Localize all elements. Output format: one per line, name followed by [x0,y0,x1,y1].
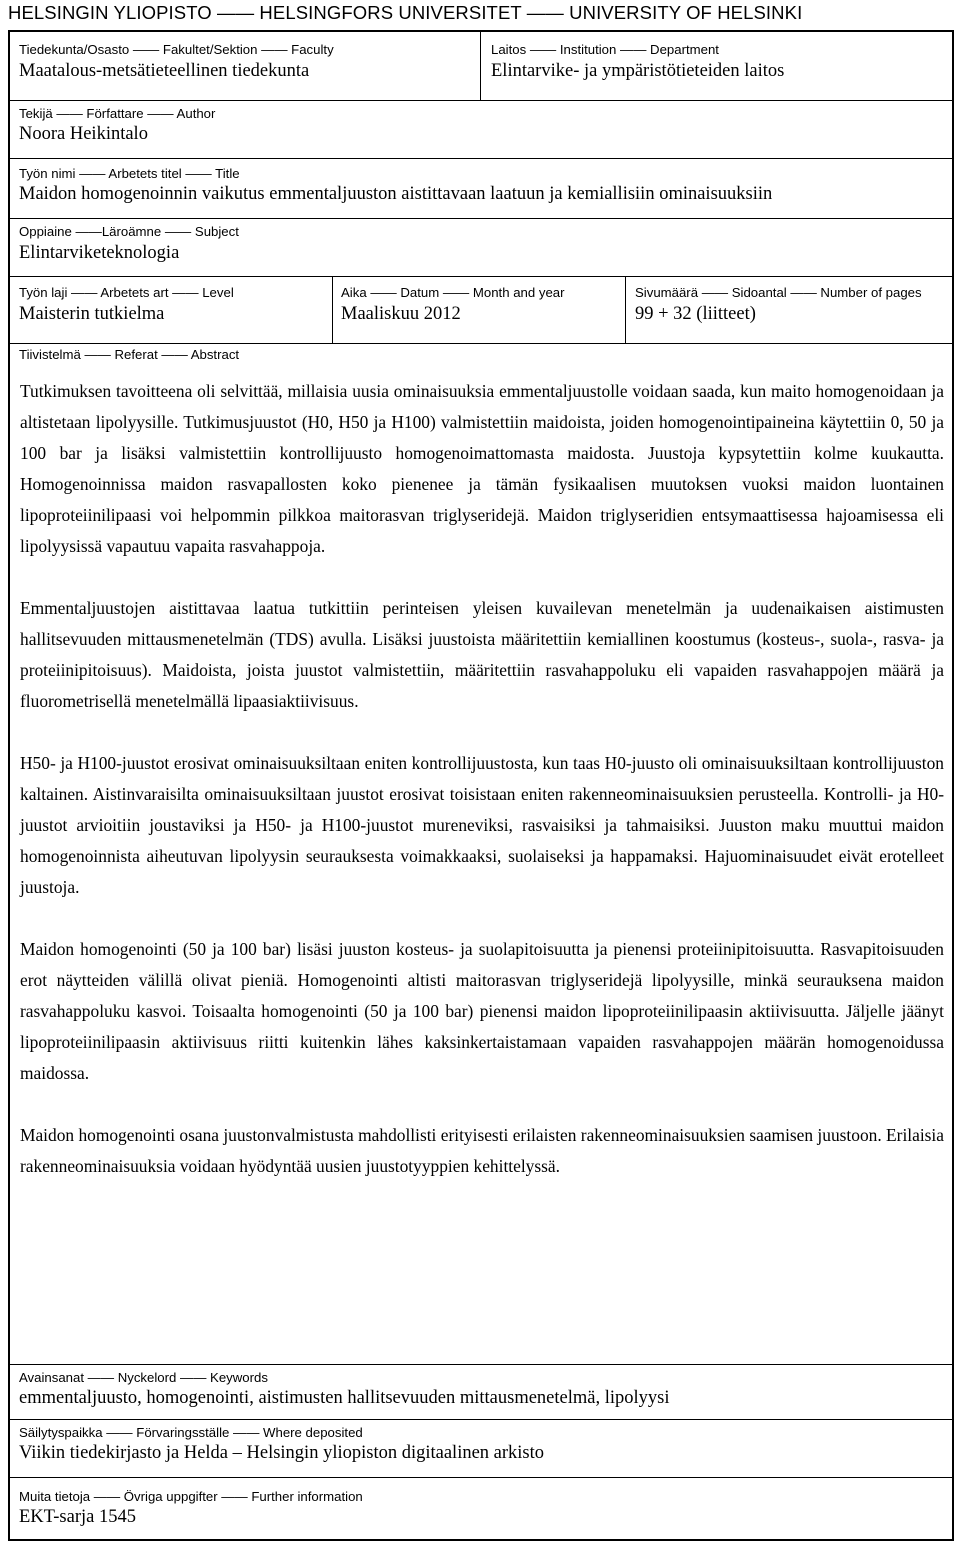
pages-cell [626,277,952,343]
level-date-pages-row [10,277,952,344]
subject-label: Oppiaine ——Läroämne —— Subject [19,224,239,239]
department-value: Elintarvike- ja ympäristötieteiden laitos [491,61,785,81]
author-row [10,101,952,159]
deposited-value: Viikin tiedekirjasto ja Helda – Helsingin yliopiston digitaalinen arkisto [19,1443,545,1463]
date-label: Aika —— Datum —— Month and year [341,285,565,300]
date-cell [333,277,626,343]
abstract-paragraph: Maidon homogenointi (50 ja 100 bar) lisäsi juuston kosteus- ja suolapitoisuutta ja pienensi proteiinipitoisuutta. Rasvapitoisuuden erot näytteiden välillä olivat pieniä. Homogenointi altisti maitorasvan triglyseridejä lipolyysille, minkä seurauksena maidon rasvahappoluku kasvoi. Toisaalta homogenointi (50 ja 100 bar) pienensi maidon lipoproteiinilipaasin aktiivisuutta. Jäljelle jäänyt lipoproteiinilipaasin aktiivisuus riitti kuitenkin lähes kaksinkertaistamaan vapaiden rasvahappojen määrän homogenoidussa maidossa. [20,939,944,1083]
abstract-paragraph: Maidon homogenointi osana juustonvalmistusta mahdollisti erityisesti erilaisten rakenneominaisuuksien saamisen juustoon. Erilaisia rakenneominaisuuksia voidaan hyödyntää uusien juustotyyppien kehittelyssä. [20,1125,944,1176]
faculty-cell [10,32,481,100]
abstract-body [20,376,944,1182]
faculty-department-row [10,32,952,101]
faculty-value: Maatalous-metsätieteellinen tiedekunta [19,61,310,81]
title-row [10,159,952,219]
further-row [10,1478,952,1539]
university-header: HELSINGIN YLIOPISTO —— HELSINGFORS UNIVERSITET —— UNIVERSITY OF HELSINKI [8,2,803,23]
abstract-row [10,344,952,1365]
abstract-paragraph: Tutkimuksen tavoitteena oli selvittää, millaisia uusia ominaisuuksia emmentaljuustolle voidaan saada, kun maito homogenoidaan ja altistetaan lipolyysille. Tutkimusjuustot (H0, H50 ja H100) valmistettiin maidoista, joiden homogenointipaineina käytettiin 0, 50 ja 100 bar ja lisäksi valmistettiin kontrollijuusto homogenoimattomasta maidosta. Juustoja kypsytettiin kolme kuukautta. Homogenoinnissa maidon rasvapallosten koko pienenee ja tämän fysikaalisen muutoksen vuoksi maidon luontainen lipoproteiinilipaasi voi helpommin pilkkoa maitorasvan triglyseridejä. Maidon triglyseridien entsymaattisessa hajoamisessa eli lipolyysissä vapautuu vapaita rasvahappoja. [20,381,944,556]
author-label: Tekijä —— Författare —— Author [19,106,216,121]
pages-label: Sivumäärä —— Sidoantal —— Number of pages [635,285,922,300]
abstract-paragraph: Emmentaljuustojen aistittavaa laatua tutkittiin perinteisen yleisen kuvailevan menetelmän ja uudenaikaisen aistimusten hallitsevuuden mittausmenetelmän (TDS) avulla. Lisäksi juustoista määritettiin kemiallinen koostumus (kosteus-, suola-, rasva- ja proteiinipitoisuus). Maidoista, joista juustot valmistettiin, määritettiin rasvahappoluku eli vapaiden rasvahappojen määrä ja fluorometrisellä menetelmällä lipaasiaktiivisuus. [20,598,944,711]
keywords-label: Avainsanat —— Nyckelord —— Keywords [19,1370,268,1385]
abstract-paragraph: H50- ja H100-juustot erosivat ominaisuuksiltaan eniten kontrollijuustosta, kun taas H0-juusto oli ominaisuuksiltaan kontrollijuuston kaltainen. Aistinvaraisilta ominaisuuksiltaan juustot erosivat toisistaan eniten rakenneominaisuuksien perusteella. Kontrolli- ja H0-juustot arvioitiin joustaviksi ja H50- ja H100-juustot mureneviksi, rasvaisiksi ja tahmaisiksi. Juuston maku muuttui maidon homogenoinnista aiheutuvan lipolyysin seurauksesta voimakkaaksi, suolaiseksi ja happamaksi. Hajuominaisuudet eivät erotelleet juustoja. [20,753,944,897]
abstract-form [8,30,954,1541]
keywords-value: emmentaljuusto, homogenointi, aistimusten hallitsevuuden mittausmenetelmä, lipolyysi [19,1388,670,1408]
title-label: Työn nimi —— Arbetets titel —— Title [19,166,240,181]
abstract-label: Tiivistelmä —— Referat —— Abstract [19,347,240,362]
date-value: Maaliskuu 2012 [341,304,461,324]
deposited-label: Säilytyspaikka —— Förvaringsställe —— Where deposited [19,1425,363,1440]
department-label: Laitos —— Institution —— Department [491,42,719,57]
department-cell [481,32,952,100]
level-label: Työn laji —— Arbetets art —— Level [19,285,234,300]
subject-row [10,219,952,277]
pages-value: 99 + 32 (liitteet) [635,304,756,324]
subject-value: Elintarviketeknologia [19,243,180,263]
level-value: Maisterin tutkielma [19,304,165,324]
deposited-row [10,1420,952,1478]
faculty-label: Tiedekunta/Osasto —— Fakultet/Sektion —— Faculty [19,42,334,57]
level-cell [10,277,333,343]
further-value: EKT-sarja 1545 [19,1507,136,1527]
further-label: Muita tietoja —— Övriga uppgifter —— Further information [19,1489,363,1504]
title-value: Maidon homogenoinnin vaikutus emmentaljuuston aistittavaan laatuun ja kemiallisiin ominaisuuksiin [19,184,773,204]
keywords-row [10,1365,952,1420]
author-value: Noora Heikintalo [19,124,148,144]
